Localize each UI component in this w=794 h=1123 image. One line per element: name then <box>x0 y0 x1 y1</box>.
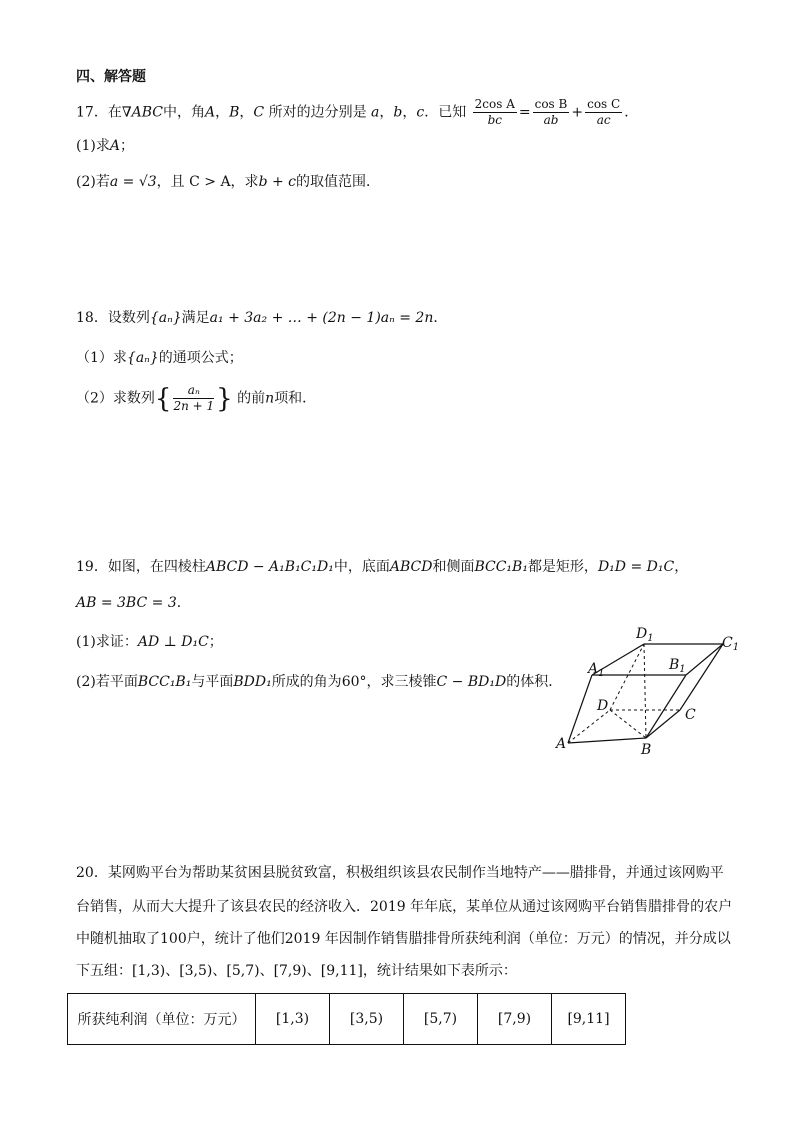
edge-B-B1 <box>646 675 686 738</box>
q17-stem-d: ．已知 <box>424 104 467 121</box>
edge-B-C <box>646 710 680 738</box>
q17-triangle: ∇ABC <box>121 104 163 121</box>
table-cell: [5,7) <box>404 994 478 1045</box>
q18-part1: （1）求{aₙ}的通项公式； <box>76 350 243 366</box>
edge-B1-C1 <box>686 644 723 675</box>
q20-line3: 中随机抽取了100户，统计了他们2019 年因制作销售腊排骨所获纯利润（单位：万元）的情况，并分成以 <box>76 931 731 947</box>
label-B1: $B_1$ <box>669 657 686 675</box>
q18-frac: $\frac{\text{aₙ}}{2n + 1}$ <box>173 383 215 413</box>
label-C: C <box>685 707 696 723</box>
q19-stem: 19．如图，在四棱柱ABCD − A₁B₁C₁D₁中，底面ABCD和侧面BCC₁B₁都是矩形，D₁D = D₁C， <box>76 559 689 575</box>
edge-A-A1 <box>568 675 592 743</box>
edge-D-B <box>610 710 646 738</box>
q19-part2: (2)若平面BCC₁B₁与平面BDD₁所成的角为60°，求三棱锥C − BD₁D的体积． <box>76 674 563 690</box>
q20-table <box>67 993 626 1045</box>
edge-C-C1 <box>680 644 723 710</box>
section-title: 四、解答题 <box>76 69 146 85</box>
q19-stem-2: AB = 3BC = 3． <box>76 595 191 611</box>
q19-part1: (1)求证：AD ⊥ D₁C； <box>76 634 223 650</box>
label-B: B <box>641 742 652 758</box>
table-cell: [3,5) <box>330 994 404 1045</box>
edge-D1-B <box>644 644 646 738</box>
q17-part2: (2)若a = √3，且 C > A，求b + c的取值范围． <box>76 174 380 190</box>
q20-line1: 20．某网购平台为帮助某贫困县脱贫致富，积极组织该县农民制作当地特产——腊排骨，并通过该网购平 <box>76 865 724 881</box>
q20-line2: 台销售，从而大大提升了该县农民的经济收入．2019 年年底，某单位从通过该网购平台销售腊排骨的农户 <box>76 899 733 915</box>
q20-line4: 下五组：[1,3)、[3,5)、[5,7)、[7,9)、[9,11]，统计结果如下表所示： <box>76 963 517 979</box>
label-D: D <box>597 698 609 714</box>
q17-part1: (1)求A； <box>76 138 134 154</box>
label-A1: $A_1$ <box>588 661 605 679</box>
table-cell: [1,3) <box>256 994 330 1045</box>
table-header-cell: 所获纯利润（单位：万元） <box>68 994 256 1045</box>
q17-stem-b: 中，角 <box>162 104 205 121</box>
table-cell: [9,11] <box>552 994 626 1045</box>
q17-stem-a: 17．在 <box>76 104 122 121</box>
table-row <box>68 994 626 1045</box>
q17-stem: 17．在∇ABC中，角A，B，C 所对的边分别是 a，b，c．已知 $\frac{\text{2cos A}}{bc}$ = $\frac{\text{cos B}}{ab}$ + $\frac{\text{cos C}}{ac}$ ． <box>76 97 639 127</box>
edge-A-B <box>568 738 646 743</box>
label-C1: $C_1$ <box>722 635 740 653</box>
prism-figure <box>550 620 750 765</box>
q17-frac1: $\frac{\text{2cos A}}{bc}$ <box>474 97 515 127</box>
q18-part2: （2）求数列{ $\frac{\text{aₙ}}{2n + 1}$ } 的前n项和． <box>76 383 317 414</box>
table-cell: [7,9) <box>478 994 552 1045</box>
q18-stem: 18．设数列{aₙ}满足a₁ + 3a₂ + … + (2n − 1)aₙ = 2n． <box>76 310 448 326</box>
q17-frac2: $\frac{\text{cos B}}{ab}$ <box>534 97 568 127</box>
q17-stem-c: 所对的边分别是 <box>268 104 367 121</box>
label-D1: $D_1$ <box>636 626 654 644</box>
q17-frac3: $\frac{\text{cos C}}{ac}$ <box>587 97 621 127</box>
label-A: A <box>556 736 567 752</box>
